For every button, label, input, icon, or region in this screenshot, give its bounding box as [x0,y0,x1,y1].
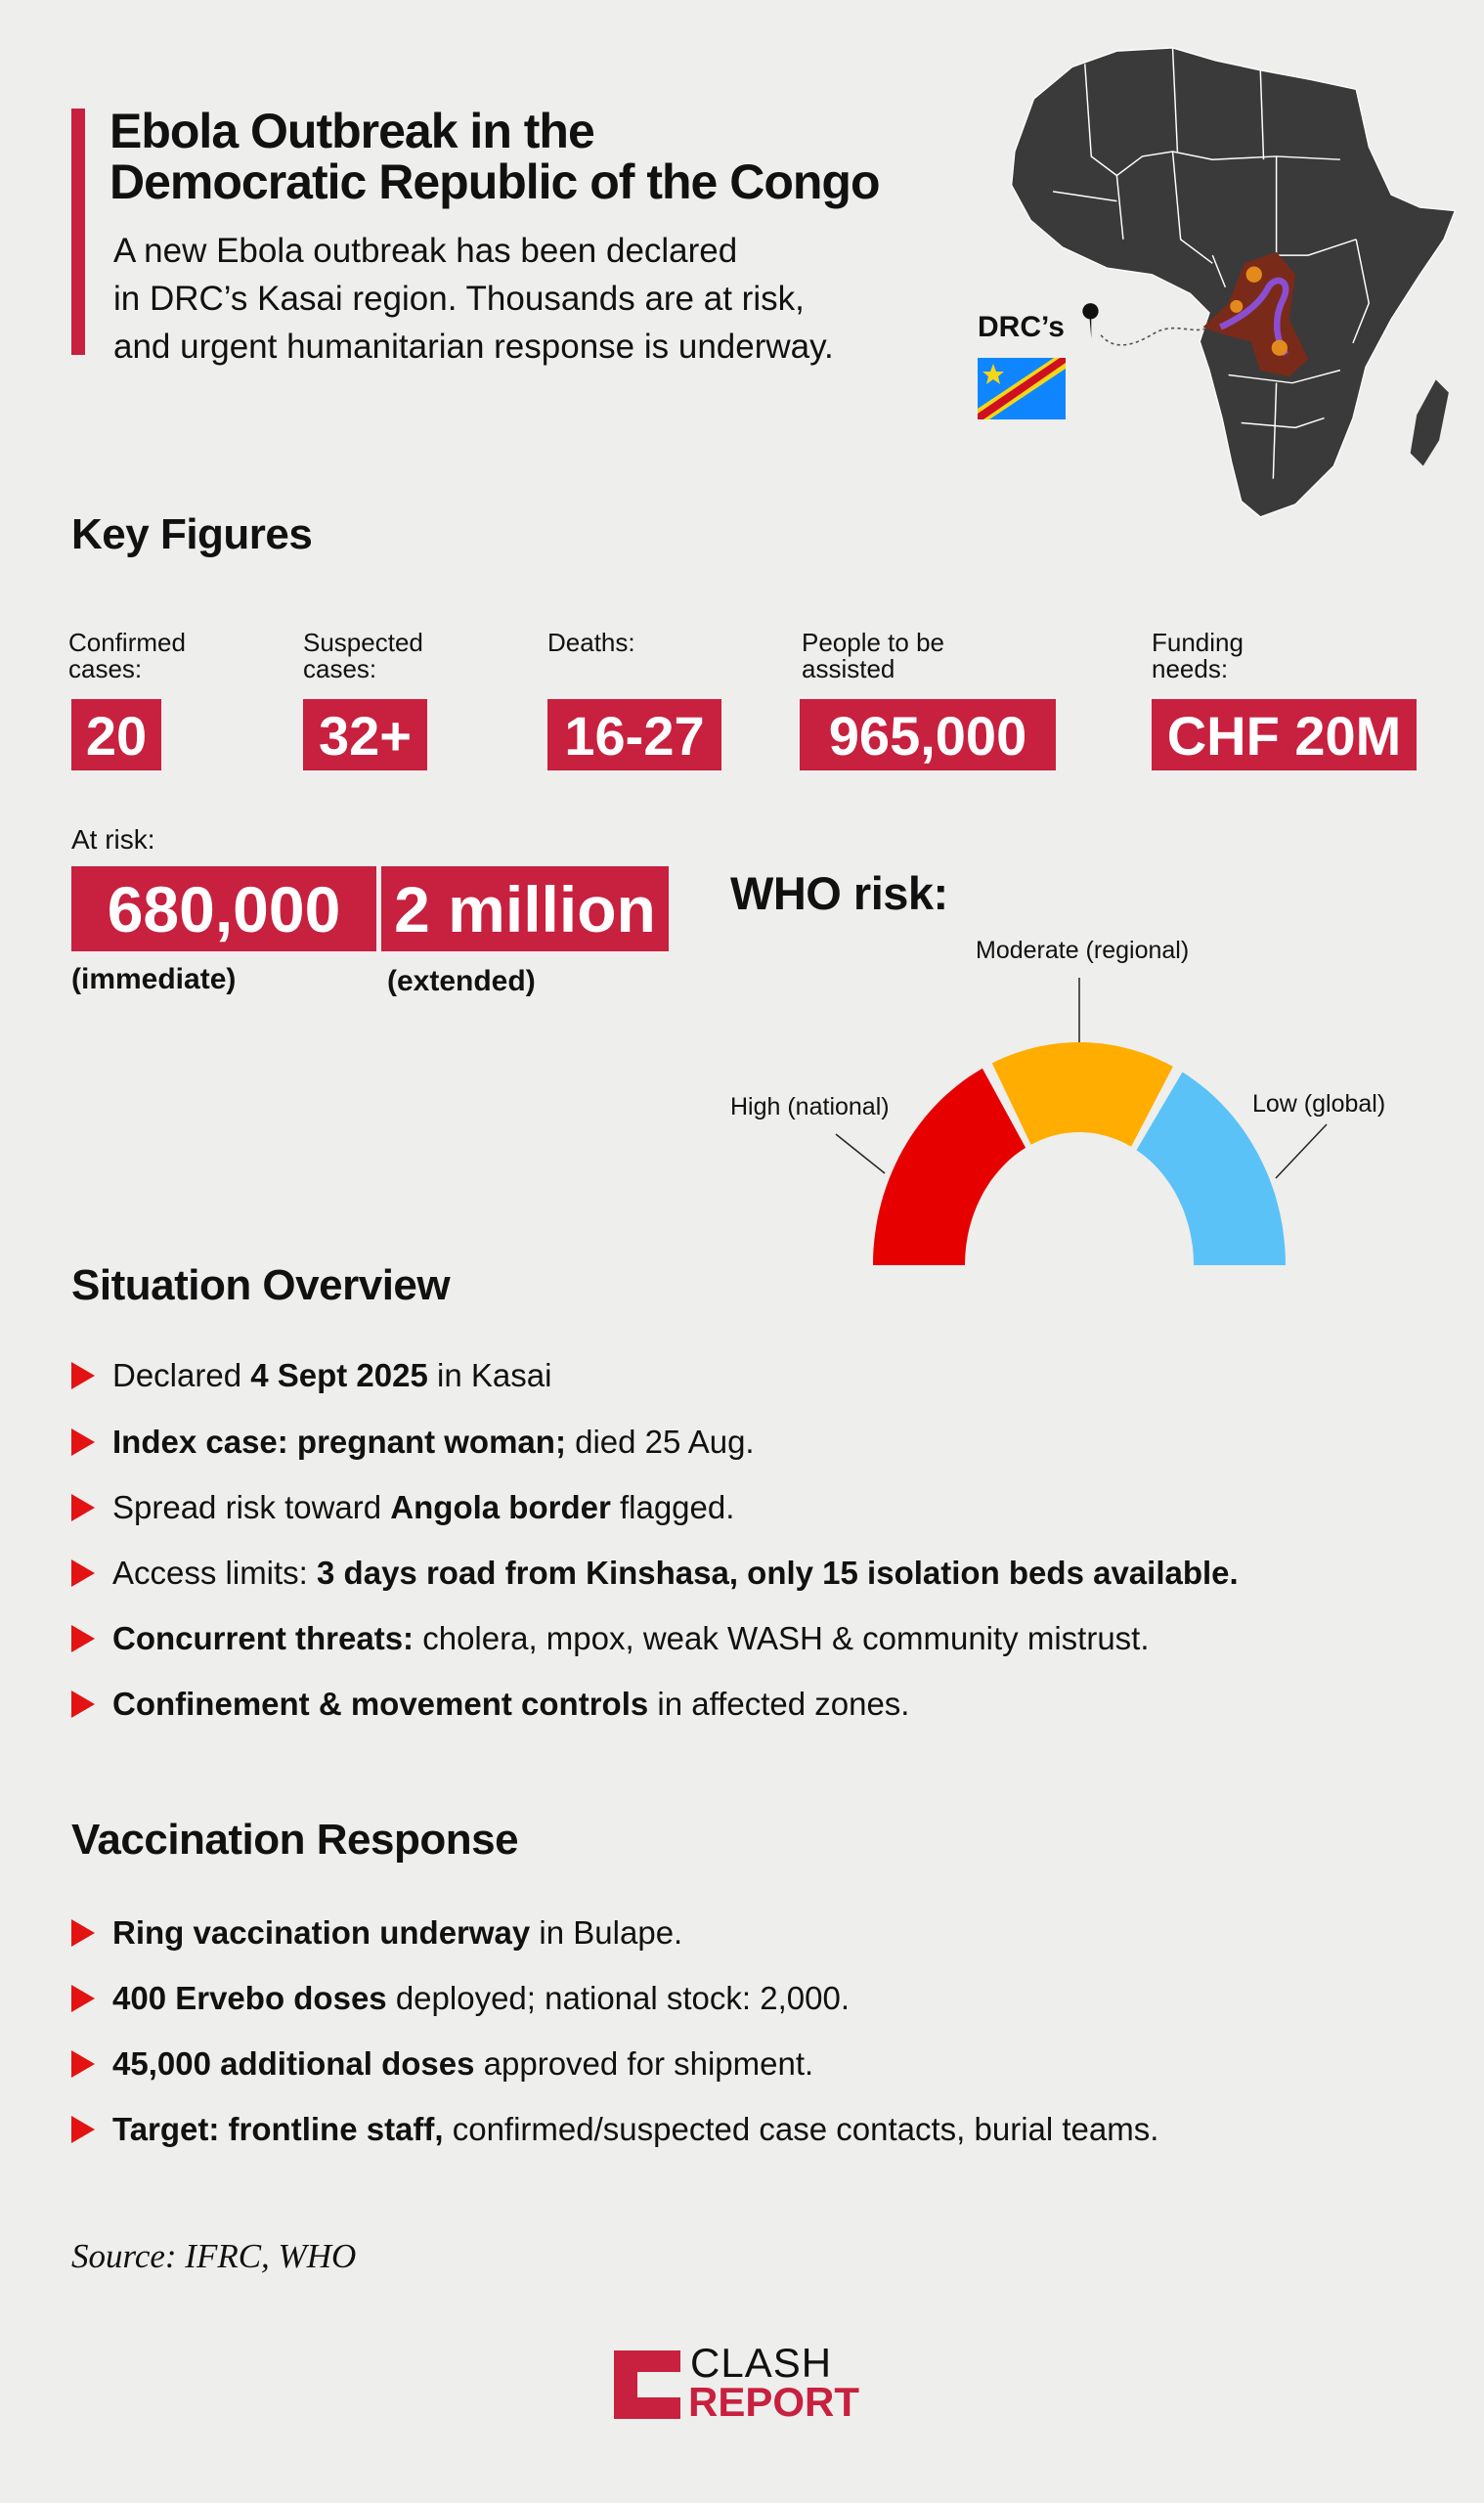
bullet-text-bold: 3 days road from Kinshasa, only 15 isolation beds available. [317,1555,1239,1591]
bullet-text: approved for shipment. [474,2045,814,2082]
bullet-item [71,1357,551,1394]
logo-text-clash: CLASH [690,2340,833,2386]
bullet-text: Access limits: [112,1555,318,1591]
vaccination-heading: Vaccination Response [71,1816,519,1864]
arrow-bullet-icon [71,1919,95,1947]
key-figures-heading: Key Figures [71,510,313,558]
figure-value-suspected: 32+ [303,699,427,770]
subtitle-line: in DRC’s Kasai region. Thousands are at risk, [113,280,805,318]
arrow-bullet-icon [71,1691,95,1718]
bullet-text-bold: Ring vaccination underway [112,1914,531,1951]
bullet-text: deployed; national stock: 2,000. [386,1980,850,2016]
figure-value-assisted: 965,000 [800,699,1056,770]
drc-map-label: DRC’s [978,311,1065,343]
figure-label-deaths: Deaths: [547,628,635,657]
logo-text-report: REPORT [688,2379,860,2425]
gauge-leader-line [836,1134,885,1173]
figure-value-confirmed: 20 [71,699,161,770]
arrow-bullet-icon [71,1985,95,2012]
bullet-text: Spread risk toward [112,1489,391,1525]
bullet-text-bold: Index case: pregnant woman; [112,1424,566,1460]
title-line: Democratic Republic of the Congo [109,154,880,209]
arrow-bullet-icon [71,2050,95,2078]
arrow-bullet-icon [71,2116,95,2143]
arrow-bullet-icon [71,1494,95,1521]
bullet-text: died 25 Aug. [565,1424,755,1460]
bullet-text-bold: Angola border [390,1489,611,1525]
at-risk-immediate-note: (immediate) [71,963,237,995]
arrow-bullet-icon [71,1559,95,1587]
figure-value-funding: CHF 20M [1152,699,1417,770]
bullet-item [71,1620,1150,1657]
who-risk-heading: WHO risk: [730,867,948,919]
gauge-label-low: Low (global) [1252,1090,1386,1118]
bullet-text: Declared [112,1357,251,1393]
figure-label-confirmed: Confirmed cases: [68,628,186,683]
bullet-text: flagged. [610,1489,735,1525]
arrow-bullet-icon [71,1625,95,1652]
at-risk-label: At risk: [71,824,155,855]
bullet-item [71,1424,755,1461]
bullet-item [71,1489,734,1526]
gauge-leader-line [1276,1124,1327,1178]
bullet-text: in affected zones. [648,1686,910,1722]
bullet-text-bold: Target: frontline staff, [112,2111,444,2147]
bullet-item [71,1555,1239,1592]
gauge-segment-high [873,1069,1026,1265]
bullet-text: in Kasai [427,1357,552,1393]
source-note: Source: IFRC, WHO [71,2237,357,2275]
title-line: Ebola Outbreak in the [109,104,594,158]
subtitle-line: and urgent humanitarian response is underway. [113,328,834,366]
bullet-text-bold: 400 Ervebo doses [112,1980,387,2016]
bullet-item [71,1686,909,1723]
bullet-item [71,2111,1158,2148]
figure-label-assisted: People to be assisted [802,628,945,683]
bullet-item [71,2045,813,2083]
bullet-text-bold: 45,000 additional doses [112,2045,475,2082]
figure-label-suspected: Suspected cases: [303,628,423,683]
gauge-label-moderate: Moderate (regional) [976,937,1190,964]
bullet-text-bold: Confinement & movement controls [112,1686,649,1722]
subtitle-line: A new Ebola outbreak has been declared [113,232,738,270]
arrow-bullet-icon [71,1362,95,1389]
situation-heading: Situation Overview [71,1261,451,1309]
at-risk-extended-note: (extended) [387,965,536,997]
gauge-label-high: High (national) [730,1093,890,1120]
at-risk-extended-value: 2 million [381,866,669,951]
bullet-text-bold: 4 Sept 2025 [250,1357,428,1393]
bullet-text: in Bulape. [530,1914,683,1951]
at-risk-immediate-value: 680,000 [71,866,376,951]
bullet-item [71,1914,682,1952]
figure-label-funding: Funding needs: [1152,628,1244,683]
bullet-item [71,1980,850,2017]
bullet-text-bold: Concurrent threats: [112,1620,415,1656]
gauge-segment-moderate [992,1042,1173,1147]
figure-value-deaths: 16-27 [547,699,721,770]
arrow-bullet-icon [71,1428,95,1456]
clash-report-logo-mark [614,2350,680,2419]
bullet-text: confirmed/suspected case contacts, burial teams. [443,2111,1159,2147]
bullet-text: cholera, mpox, weak WASH & community mistrust. [414,1620,1150,1656]
